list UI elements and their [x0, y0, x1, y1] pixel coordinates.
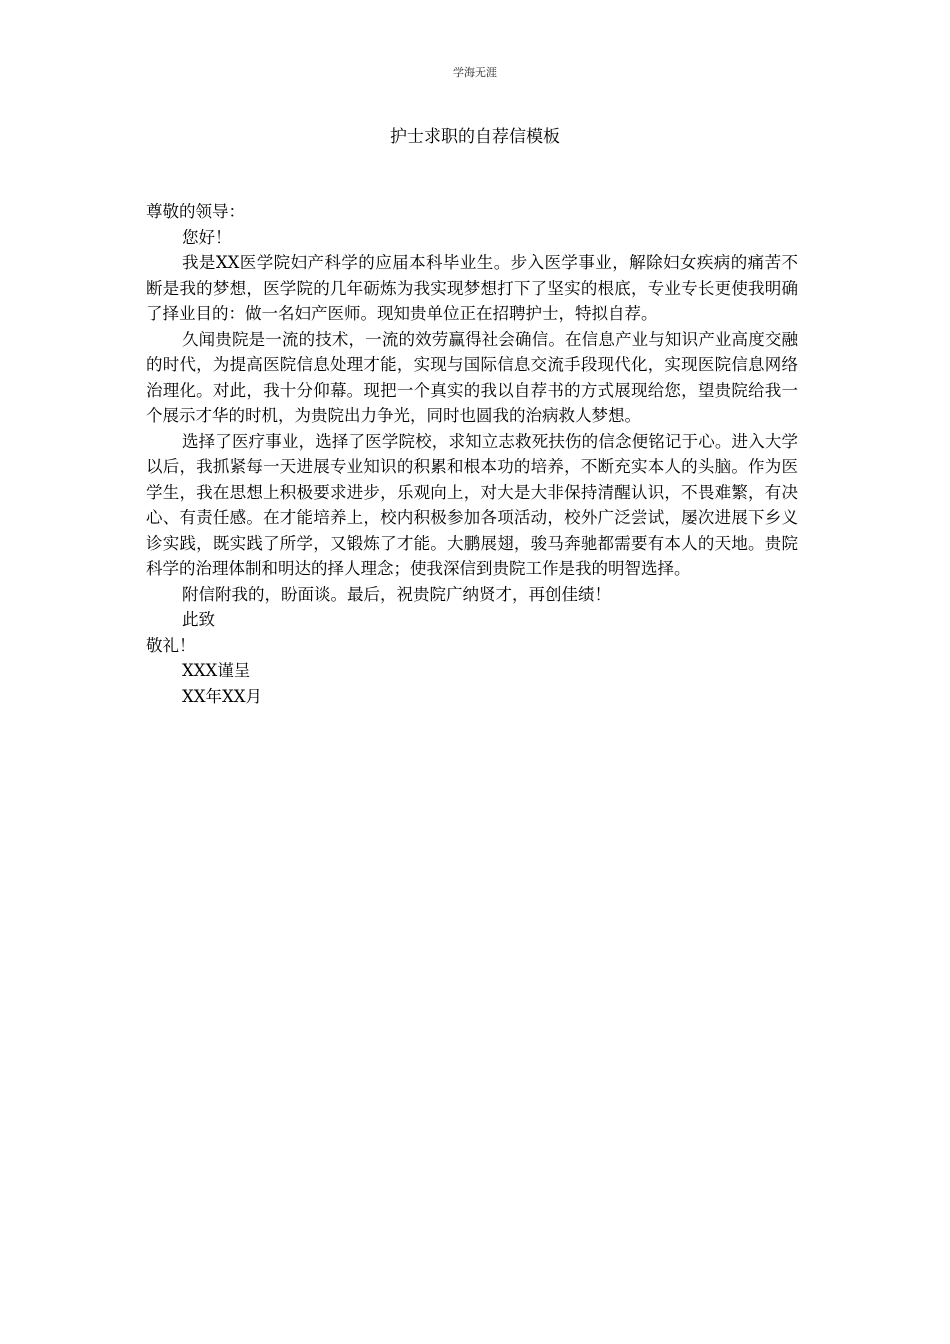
date: XX年XX月	[182, 686, 262, 706]
closing: 此致	[182, 610, 215, 629]
document-title: 护士求职的自荐信模板	[390, 127, 560, 147]
salutation: 尊敬的领导：	[146, 202, 245, 221]
paragraph: 久闻贵院是一流的技术，一流的效劳赢得社会确信。在信息产业与知识产业高度交融的时代，为提高医院信息处理才能，实现与国际信息交流手段现代化，实现医院信息网络治理化。对此，我十分仰幕。现把一个真实的我以自荐书的方式展现给您，望贵院给我一个展示才华的时机，为贵院出力争光，同时也圆我的治病救人梦想。	[146, 329, 798, 425]
signature: XXX谨呈	[182, 661, 251, 680]
page-header: 学海无涯	[453, 66, 497, 79]
letter-body	[146, 199, 798, 709]
paragraph: 选择了医疗事业，选择了医学院校，求知立志救死扶伤的信念便铭记于心。进入大学以后，我抓紧每一天进展专业知识的积累和根本功的培养，不断充实本人的头脑。作为医学生，我在思想上积极要求进步，乐观向上，对大是大非保持清醒认识，不畏难繁，有决心、有责任感。在才能培养上，校内积极参加各项活动，校外广泛尝试，屡次进展下乡义诊实践，既实践了所学，又锻炼了才能。大鹏展翅，骏马奔驰都需要有本人的天地。贵院科学的治理体制和明达的择人理念；使我深信到贵院工作是我的明智选择。	[146, 431, 798, 578]
paragraph: 附信附我的，盼面谈。最后，祝贵院广纳贤才，再创佳绩！	[182, 584, 611, 604]
regards: 敬礼！	[146, 635, 196, 655]
paragraph: 我是XX医学院妇产科学的应届本科毕业生。步入医学事业，解除妇女疾病的痛苦不断是我的梦想，医学院的几年砺炼为我实现梦想打下了坚实的根底，专业专长更使我明确了择业目的：做一名妇产医师。现知贵单位正在招聘护士，特拟自荐。	[146, 253, 798, 323]
greeting: 您好！	[182, 227, 232, 247]
